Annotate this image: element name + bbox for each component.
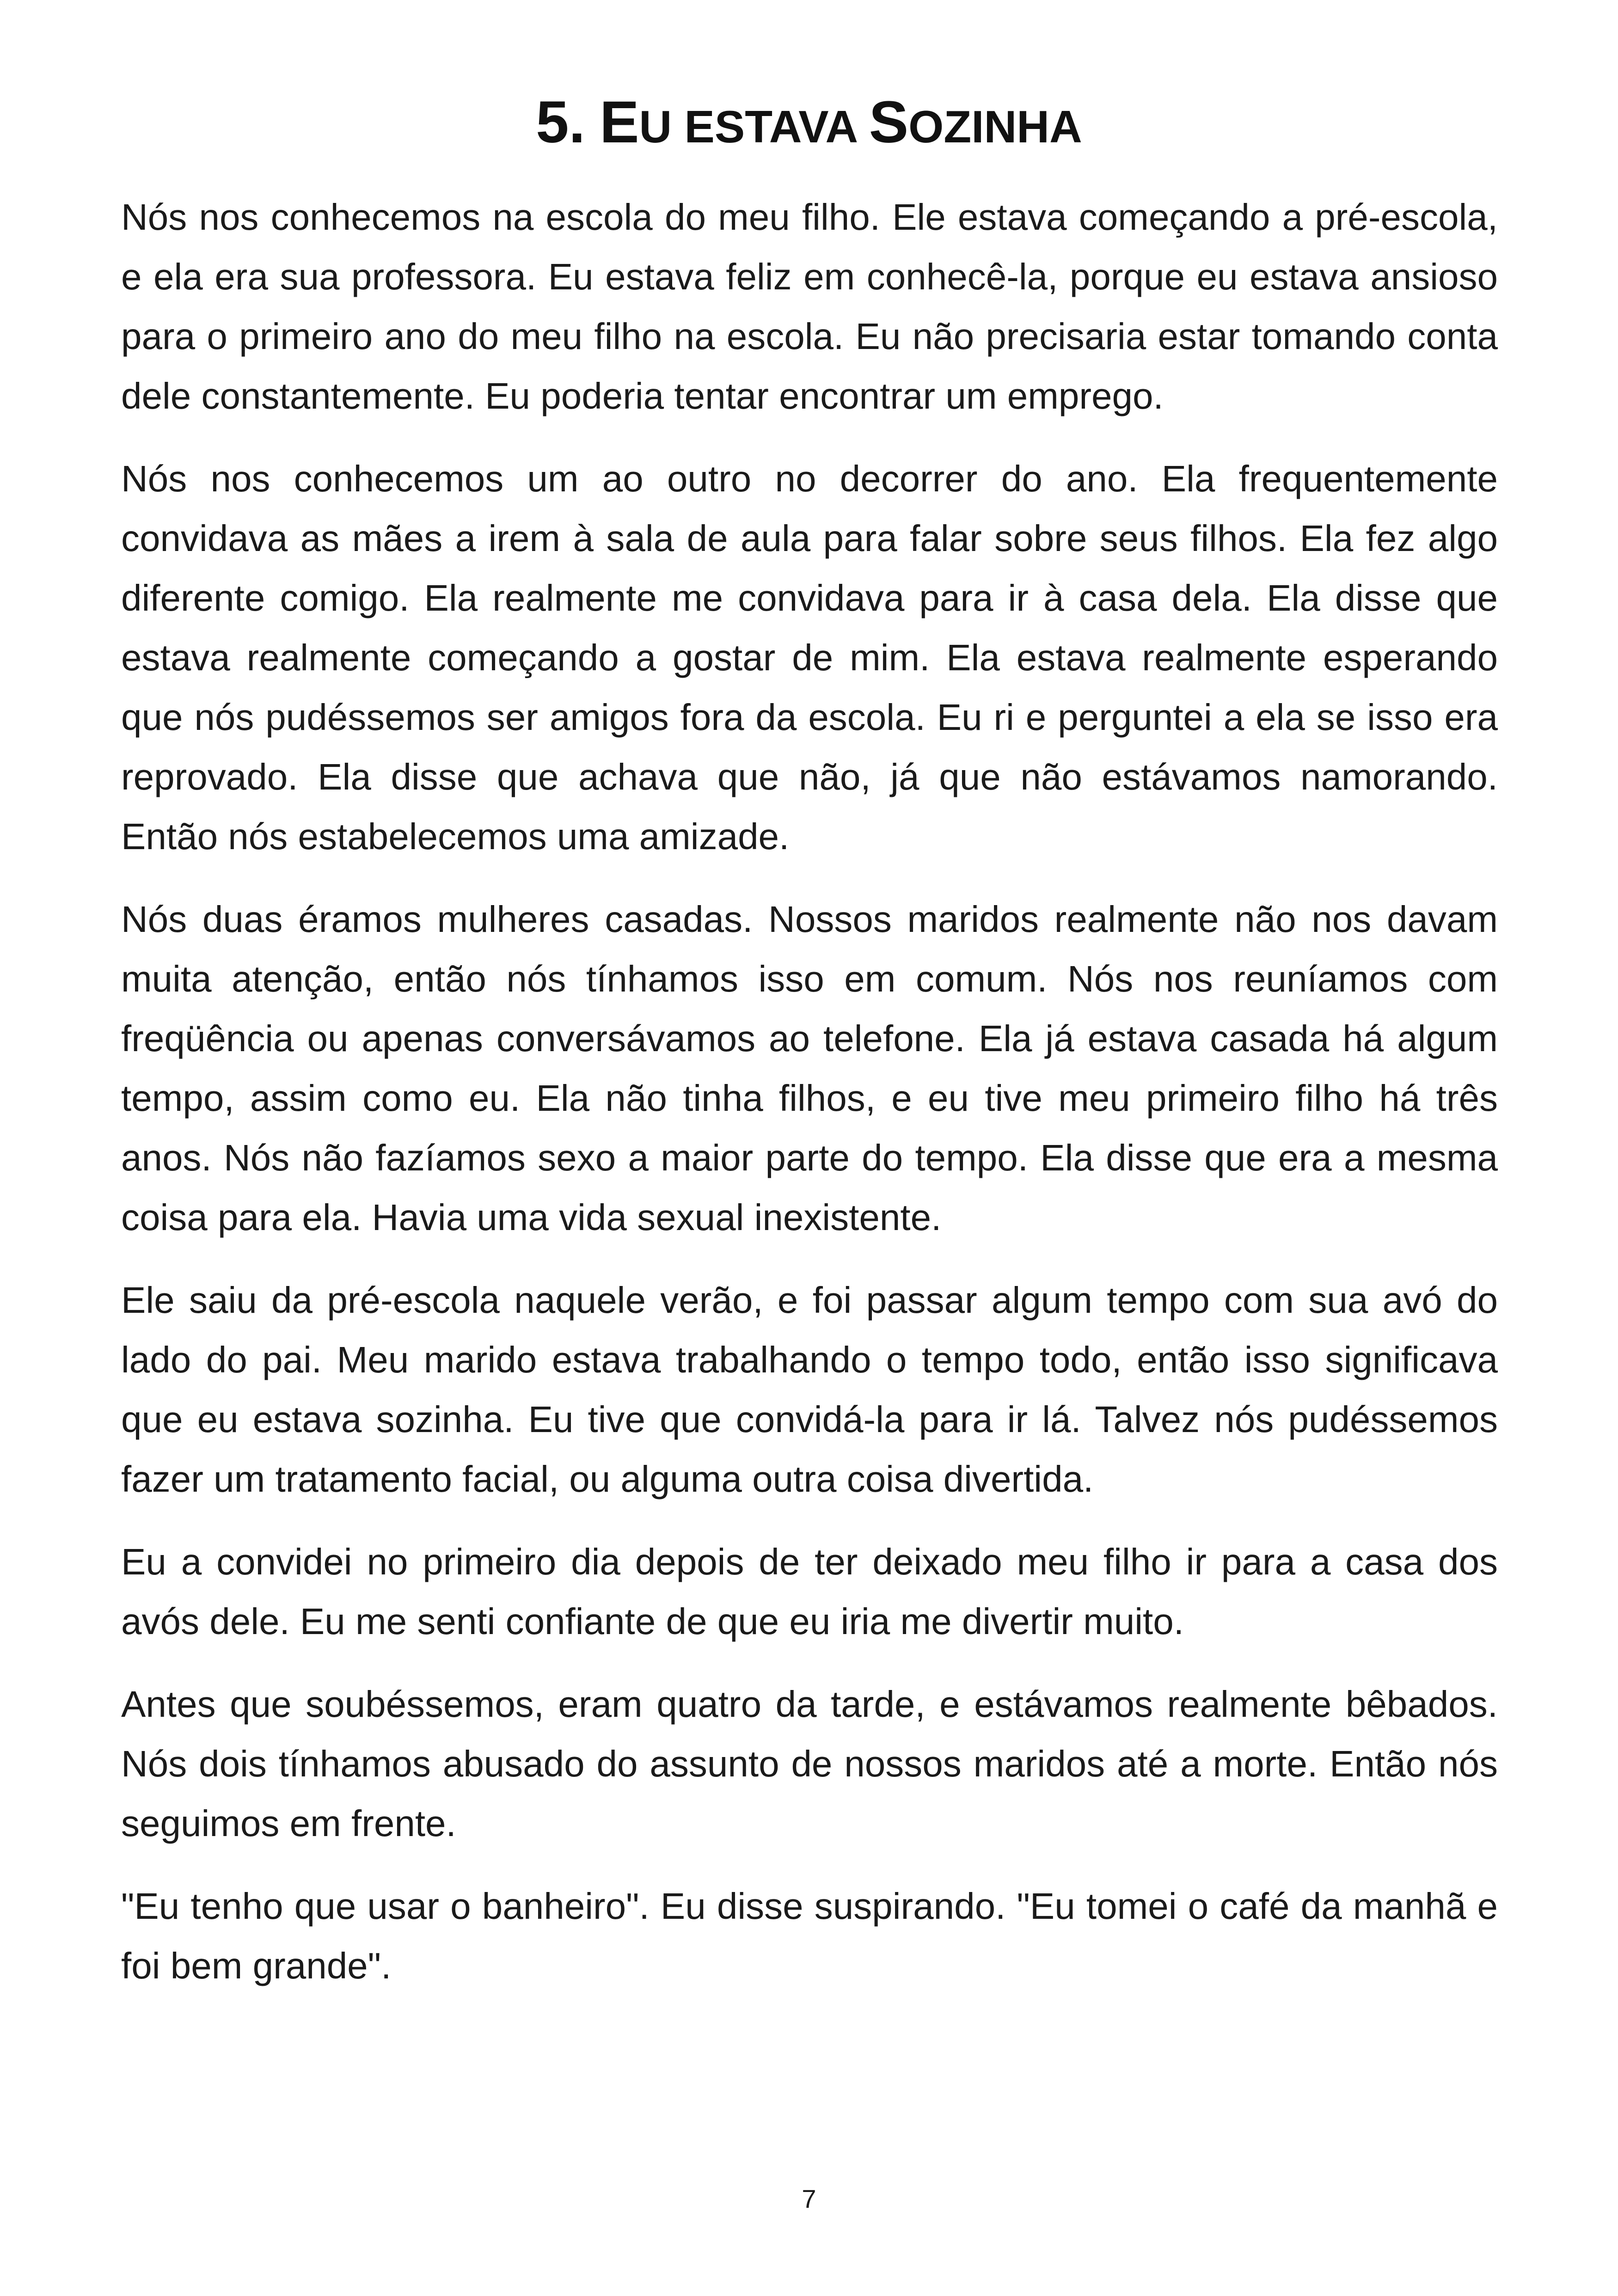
chapter-number: 5.: [536, 89, 585, 155]
paragraph-4: Ele saiu da pré-escola naquele verão, e foi passar algum tempo com sua avó do lado do pai. Meu marido estava trabalhando o tempo todo, então isso significava que eu estava sozinha. Eu tive que convidá-la para ir lá. Talvez nós pudéssemos fazer um tratamento facial, ou alguma outra coisa divertida.: [121, 1280, 1498, 1500]
paragraph-1: Nós nos conhecemos na escola do meu filho. Ele estava começando a pré-escola, e ela era sua professora. Eu estava feliz em conhecê-la, porque eu estava ansioso para o primeiro ano do meu filho na escola. Eu não precisaria estar tomando conta dele constantemente. Eu poderia tentar encontrar um emprego.: [121, 196, 1498, 416]
chapter-title: [0, 88, 1618, 161]
paragraph-3: Nós duas éramos mulheres casadas. Nossos maridos realmente não nos davam muita atenção, então nós tínhamos isso em comum. Nós nos reuníamos com freqüência ou apenas conversávamos ao telefone. Ela já estava casada há algum tempo, assim como eu. Ela não tinha filhos, e eu tive meu primeiro filho há três anos. Nós não fazíamos sexo a maior parte do tempo. Ela disse que era a mesma coisa para ela. Havia uma vida sexual inexistente.: [121, 899, 1498, 1238]
paragraph-6: Antes que soubéssemos, eram quatro da tarde, e estávamos realmente bêbados. Nós dois tínhamos abusado do assunto de nossos maridos até a morte. Então nós seguimos em frente.: [121, 1684, 1498, 1844]
paragraph-5: Eu a convidei no primeiro dia depois de ter deixado meu filho ir para a casa dos avós dele. Eu me senti confiante de que eu iria me divertir muito.: [121, 1541, 1498, 1642]
page-number: 7: [802, 2184, 816, 2213]
body-text: [121, 187, 1498, 2019]
paragraph-7: "Eu tenho que usar o banheiro". Eu disse suspirando. "Eu tomei o café da manhã e foi bem grande".: [121, 1886, 1498, 1986]
chapter-title-rest-1: U ESTAVA: [639, 101, 869, 152]
chapter-title-initial-2: S: [869, 89, 909, 155]
paragraph-2: Nós nos conhecemos um ao outro no decorrer do ano. Ela frequentemente convidava as mães a irem à sala de aula para falar sobre seus filhos. Ela fez algo diferente comigo. Ela realmente me convidava para ir à casa dela. Ela disse que estava realmente começando a gostar de mim. Ela estava realmente esperando que nós pudéssemos ser amigos fora da escola. Eu ri e perguntei a ela se isso era reprovado. Ela disse que achava que não, já que não estávamos namorando. Então nós estabelecemos uma amizade.: [121, 458, 1498, 857]
chapter-title-rest-2: OZINHA: [908, 101, 1082, 152]
chapter-title-initial-1: E: [600, 89, 639, 155]
